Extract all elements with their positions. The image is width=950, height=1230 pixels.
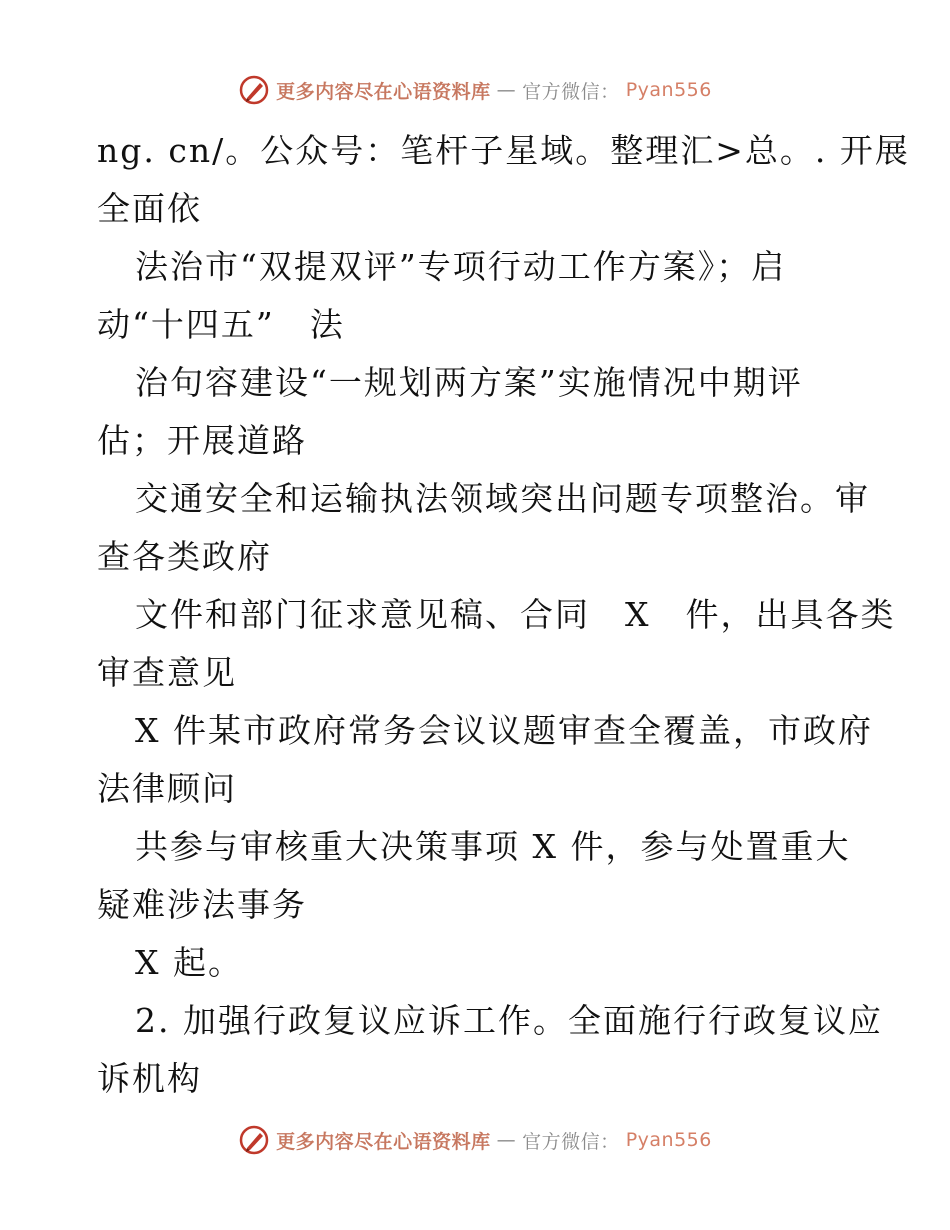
text-line: 疑难涉法事务 xyxy=(97,885,307,924)
banner-wechat-id: Pyan556 xyxy=(625,79,712,101)
text-line: ng. cn/。公众号：笔杆子星域。整理汇>总。. 开展 xyxy=(97,131,910,170)
text-line: 2. 加强行政复议应诉工作。全面施行行政复议应 xyxy=(135,1001,883,1040)
text-line: 动“十四五” 法 xyxy=(97,305,345,344)
banner-main-text: 更多内容尽在心语资料库 xyxy=(276,80,491,103)
pen-logo-icon xyxy=(238,1124,270,1156)
banner-dash: — xyxy=(496,1129,517,1151)
banner-wechat-label: 官方微信： xyxy=(522,80,620,103)
document-body xyxy=(97,122,910,1108)
text-line: 查各类政府 xyxy=(97,537,272,576)
pen-logo-icon xyxy=(238,74,270,106)
text-line: 审查意见 xyxy=(97,653,237,692)
text-line: 全面依 xyxy=(97,189,202,228)
text-line: 估；开展道路 xyxy=(97,421,307,460)
banner-dash: — xyxy=(496,79,517,101)
text-line: 法治市“双提双评”专项行动工作方案》；启 xyxy=(135,247,787,286)
text-line: 诉机构 xyxy=(97,1059,202,1098)
text-line: X 件某市政府常务会议议题审查全覆盖，市政府 xyxy=(135,711,873,750)
banner-wechat-id: Pyan556 xyxy=(625,1129,712,1151)
banner-wechat-label: 官方微信： xyxy=(522,1130,620,1153)
text-line: 交通安全和运输执法领域突出问题专项整治。审 xyxy=(135,479,870,518)
text-line: 治句容建设“一规划两方案”实施情况中期评 xyxy=(135,363,803,402)
footer-banner xyxy=(0,1120,950,1160)
text-line: 共参与审核重大决策事项 X 件，参与处置重大 xyxy=(135,827,851,866)
text-line: 法律顾问 xyxy=(97,769,237,808)
header-banner xyxy=(0,70,950,110)
text-line: 文件和部门征求意见稿、合同 X 件，出具各类 xyxy=(135,595,896,634)
text-line: X 起。 xyxy=(135,943,243,982)
banner-main-text: 更多内容尽在心语资料库 xyxy=(276,1130,491,1153)
